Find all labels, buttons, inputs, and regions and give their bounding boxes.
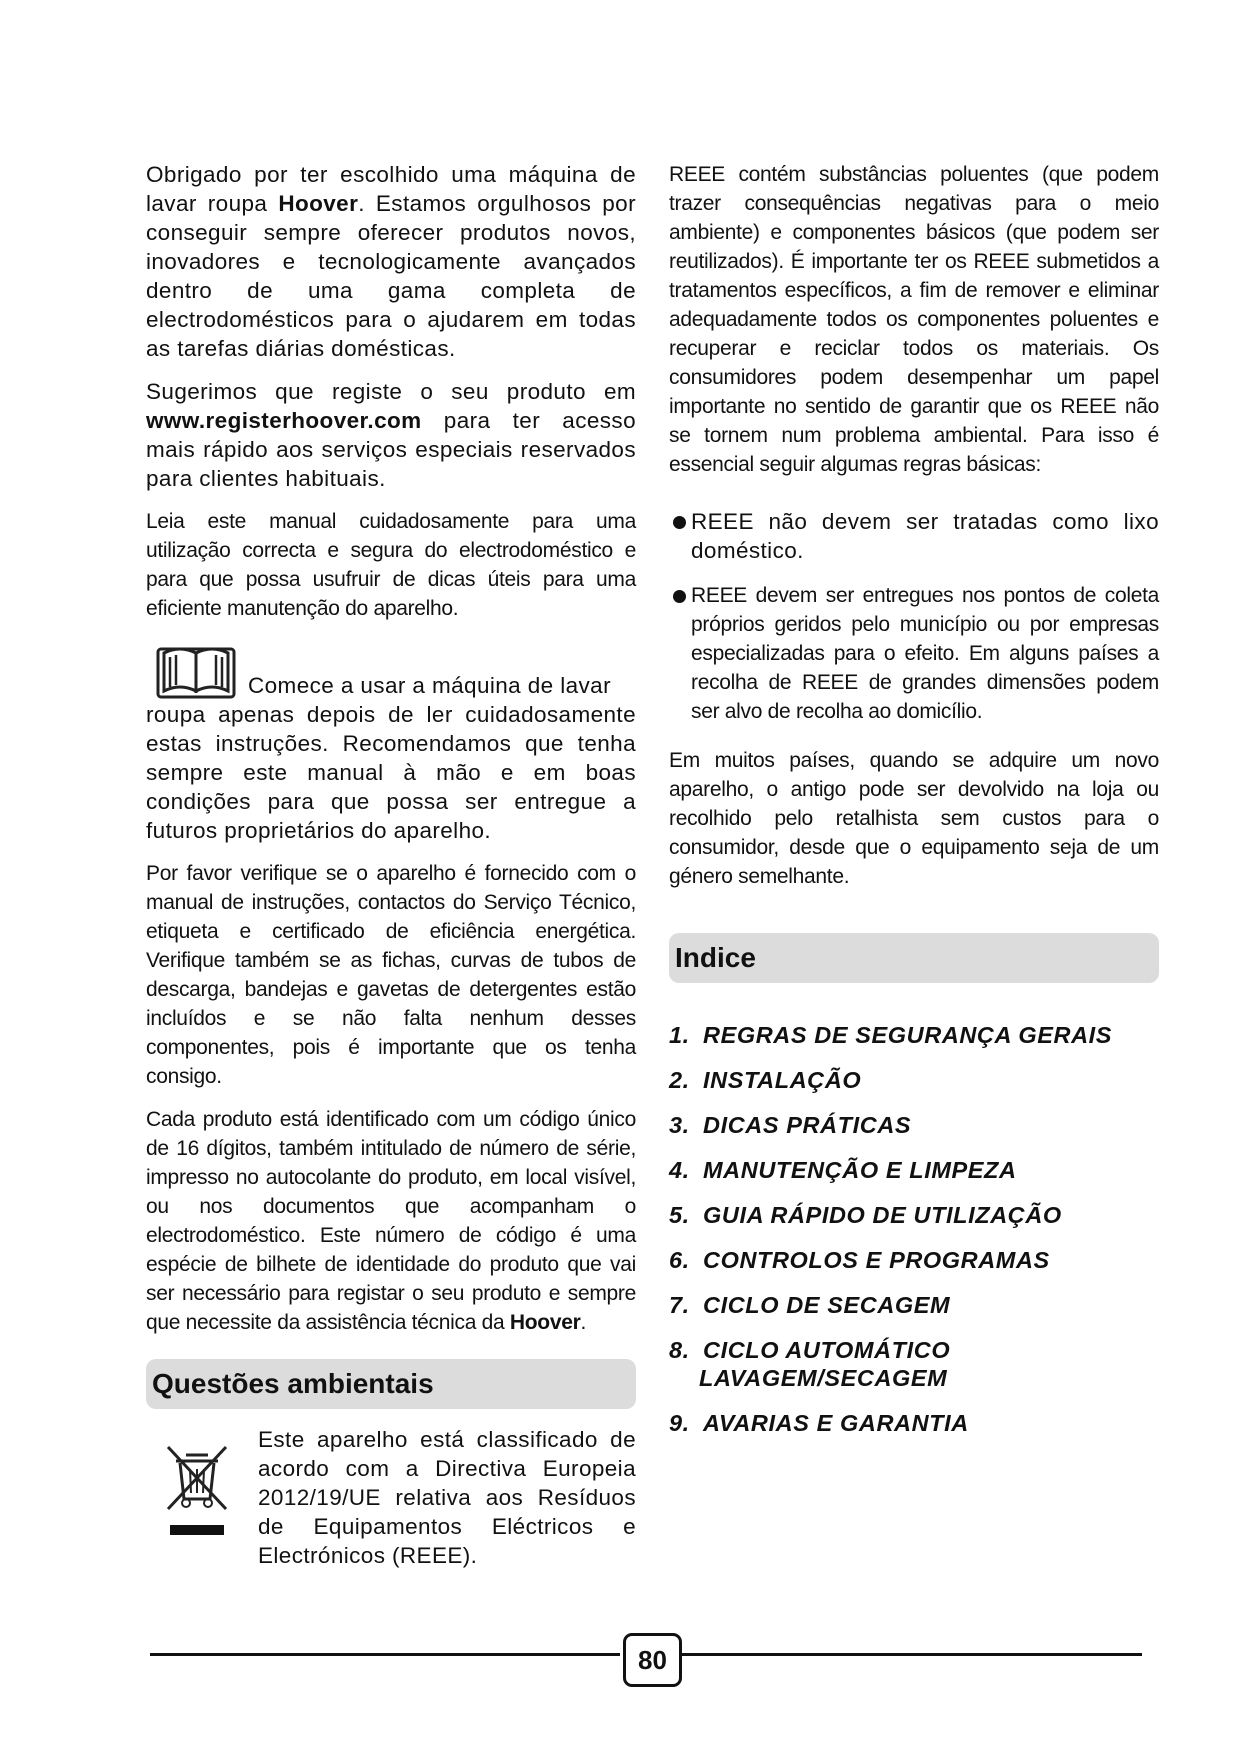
weee-rule-household [669, 507, 1159, 565]
book-paragraph [146, 641, 636, 845]
index-item-label: DICAS PRÁTICAS [703, 1112, 912, 1138]
register-text-pre: Sugerimos que registe o seu produto em [146, 379, 636, 404]
index-item-number: 1. [669, 1022, 690, 1048]
index-list [669, 1021, 1159, 1437]
right-column [669, 160, 1159, 1454]
index-item-label: MANUTENÇÃO E LIMPEZA [703, 1157, 1017, 1183]
index-item-label: GUIA RÁPIDO DE UTILIZAÇÃO [703, 1202, 1062, 1228]
weee-substances-paragraph: REEE contém substâncias poluentes (que podem trazer consequências negativas para o meio ambiente) e componentes básicos (que podem ser reutilizados). É importante ter os REEE submetidos a tratamentos específicos, a fim de remover e eliminar adequadamente todos os componentes poluentes e recuperar e reciclar todos os materiais. Os consumidores podem desempenhar um papel importante no sentido de garantir que os REEE não se tornem num problema ambiental. Para isso é essencial seguir algumas regras básicas: [669, 163, 1159, 476]
page-number: 80 [623, 1633, 682, 1687]
read-manual-paragraph: Leia este manual cuidadosamente para uma utilização correcta e segura do electrodoméstico e para que possa usufruir de dicas úteis para uma eficiente manutenção do aparelho. [146, 510, 636, 620]
intro-text-pre: Obrigado por ter escolhido uma máquina de lavar roupa [146, 162, 636, 216]
left-column [146, 160, 636, 1570]
bullet-icon [673, 516, 686, 529]
index-item[interactable] [669, 1021, 1159, 1049]
index-item[interactable] [669, 1111, 1159, 1139]
index-item-number: 5. [669, 1202, 690, 1228]
index-item-label: INSTALAÇÃO [703, 1067, 862, 1093]
weee-rule-household-text: REEE não devem ser tratadas como lixo doméstico. [691, 509, 1159, 563]
index-item-number: 7. [669, 1292, 690, 1318]
index-item-label: CICLO AUTOMÁTICO [703, 1337, 951, 1363]
serial-code-end: . [580, 1311, 587, 1334]
index-item[interactable] [669, 1201, 1159, 1229]
serial-code-paragraph [146, 1105, 636, 1337]
index-item[interactable] [669, 1409, 1159, 1437]
book-rest-text: roupa apenas depois de ler cuidadosamente estas instruções. Recomendamos que tenha sempre este manual à mão e em boas condições para que possa ser entregue a futuros proprietários do aparelho. [146, 702, 636, 843]
index-item-number: 4. [669, 1157, 690, 1183]
intro-brand: Hoover [278, 191, 359, 216]
index-item-label: AVARIAS E GARANTIA [703, 1410, 969, 1436]
footer-rule-left [150, 1653, 620, 1656]
serial-code-text: Cada produto está identificado com um código único de 16 dígitos, também intitulado de número de série, impresso no autocolante do produto, em local visível, ou nos documentos que acompanham o electrodoméstico. Este número de código é uma espécie de bilhete de identidade do produto que vai ser necessário para registar o seu produto e sempre que necessite da assistência técnica da [146, 1108, 636, 1334]
index-item[interactable] [669, 1246, 1159, 1274]
index-item-label-continued: LAVAGEM/SECAGEM [699, 1365, 948, 1391]
intro-paragraph [146, 160, 636, 363]
index-item-label: CICLO DE SECAGEM [703, 1292, 951, 1318]
weee-rule-collection [669, 581, 1159, 726]
footer-rule-right [682, 1653, 1142, 1656]
index-item[interactable] [669, 1066, 1159, 1094]
weee-directive-text: Este aparelho está classificado de acordo com a Directiva Europeia 2012/19/UE relativa aos Resíduos de Equipamentos Eléctricos e Electrónicos (REEE). [258, 1427, 636, 1568]
index-item[interactable] [669, 1291, 1159, 1319]
verify-paragraph: Por favor verifique se o aparelho é fornecido com o manual de instruções, contactos do Serviço Técnico, etiqueta e certificado de eficiência energética. Verifique também se as fichas, curvas de tubos de descarga, bandejas e gavetas de detergentes estão incluídos e se não falta nenhum desses componentes, pois é importante que os tenha consigo. [146, 862, 636, 1088]
index-item-number: 6. [669, 1247, 690, 1273]
return-old-appliance-paragraph: Em muitos países, quando se adquire um novo aparelho, o antigo pode ser devolvido na loja ou recolhido pelo retalhista sem custos para o consumidor, desde que o equipamento seja de um género semelhante. [669, 749, 1159, 888]
register-paragraph [146, 377, 636, 493]
index-item-number: 2. [669, 1067, 690, 1093]
index-item-number: 9. [669, 1410, 690, 1436]
register-url-link[interactable]: www.registerhoover.com [146, 408, 422, 433]
bullet-icon [673, 590, 686, 603]
index-item[interactable] [669, 1336, 1159, 1392]
register-text-post: para ter acesso mais rápido aos serviços especiais reservados para clientes habituais. [146, 408, 636, 491]
weee-classification-block [146, 1425, 636, 1570]
index-item-number: 3. [669, 1112, 690, 1138]
index-item-label: CONTROLOS E PROGRAMAS [703, 1247, 1050, 1273]
weee-rule-collection-text: REEE devem ser entregues nos pontos de coleta próprios geridos pelo município ou por empresas especializadas para o efeito. Em alguns países a recolha de REEE de grandes dimensões podem ser alvo de recolha ao domicílio. [691, 584, 1159, 723]
book-first-line: Comece a usar a máquina de lavar [248, 673, 611, 698]
index-section-title: Indice [669, 933, 1159, 983]
serial-code-brand: Hoover [509, 1311, 581, 1334]
open-book-icon [156, 641, 236, 699]
crossed-out-bin-icon [164, 1443, 230, 1543]
index-item-number: 8. [669, 1337, 690, 1363]
index-item[interactable] [669, 1156, 1159, 1184]
intro-text-post: . Estamos orgulhosos por conseguir sempre oferecer produtos novos, inovadores e tecnologicamente avançados dentro de uma gama completa de electrodomésticos para o ajudarem em todas as tarefas diárias domésticas. [146, 191, 636, 361]
index-item-label: REGRAS DE SEGURANÇA GERAIS [703, 1022, 1113, 1048]
environment-section-title: Questões ambientais [146, 1359, 636, 1409]
